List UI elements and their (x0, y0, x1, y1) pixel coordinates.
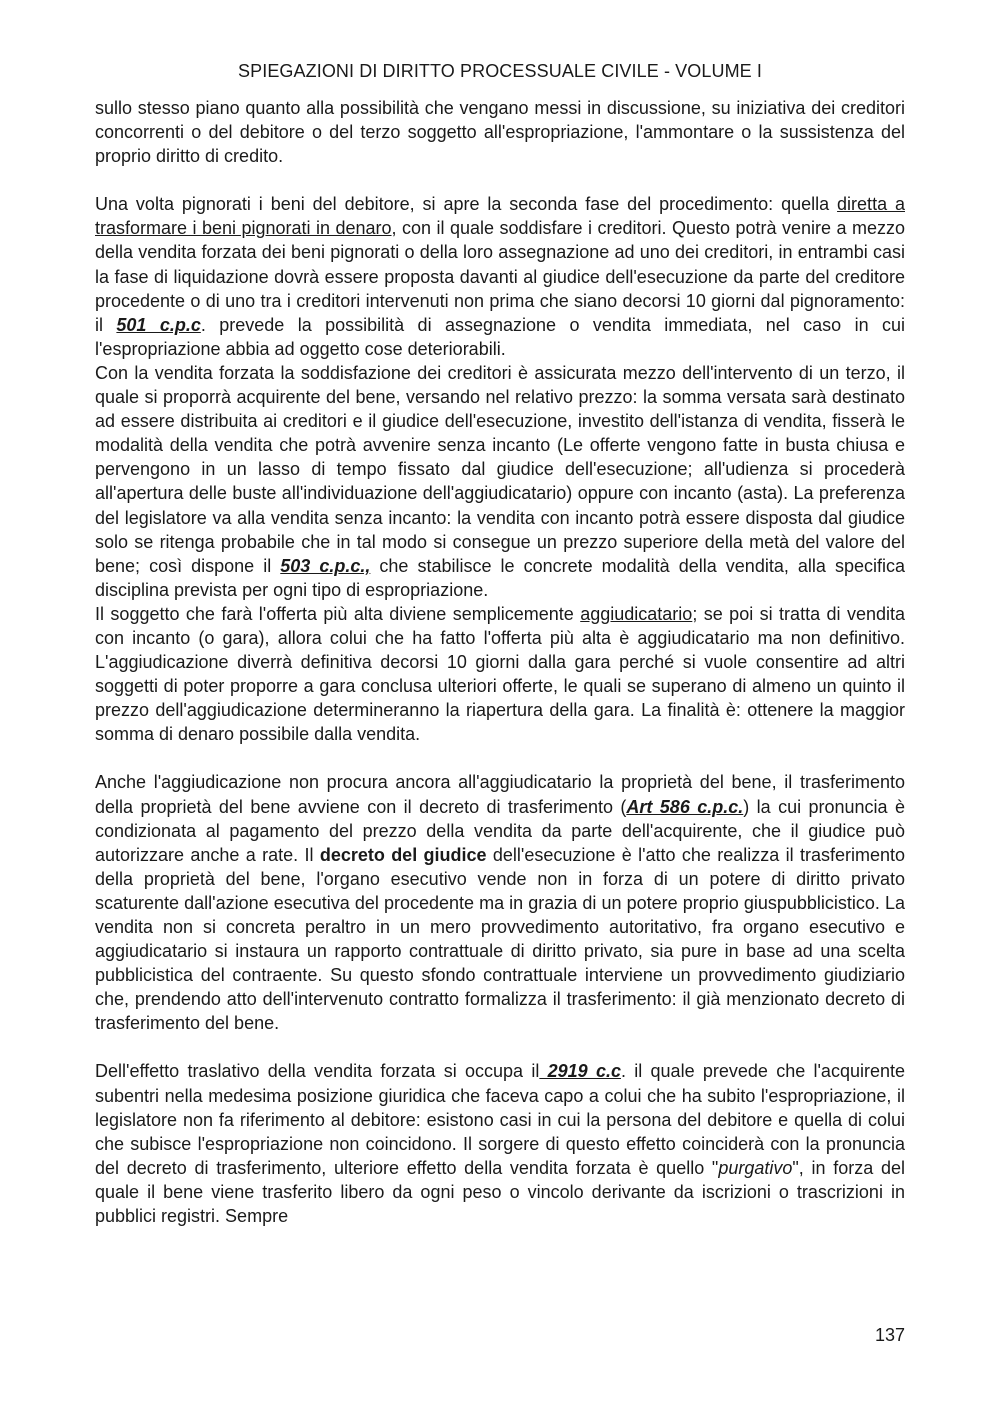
running-header: SPIEGAZIONI DI DIRITTO PROCESSUALE CIVILE - VOLUME I (238, 61, 762, 81)
underlined-phrase: diretta a trasformare i beni pignorati in denaro (95, 194, 905, 239)
paragraph-4 (95, 602, 905, 747)
paragraph-text: ; se poi si tratta di vendita con incanto (o gara), allora colui che ha fatto l'offerta più alta è aggiudicatario ma non definitivo. L'aggiudicazione diverrà definitiva decorsi 10 giorni dalla gara perché si vuole consentire ad altri soggetti di poter proporre a gara conclusa ulteriori offerte, le quali se superano di almeno un quinto il prezzo dell'aggiudicazione determineranno la riapertura della gara. La finalità è: ottenere la maggior somma di denaro possibile dalla vendita. (95, 603, 905, 745)
paragraph-gap (95, 168, 905, 192)
underlined-term: aggiudicatario (580, 603, 693, 624)
paragraph-6 (95, 1059, 905, 1228)
bold-term: decreto del giudice (319, 844, 487, 865)
paragraph-text: sullo stesso piano quanto alla possibilità che vengano messi in discussione, su iniziativa dei creditori concorrenti o del debitore o del terzo soggetto all'espropriazione, l'ammontare o la sussistenza del proprio diritto di credito. (95, 98, 905, 167)
paragraph-text: ", in forza del quale il bene viene trasferito libero da ogni peso o vincolo derivante da iscrizioni o trascrizioni in pubblici registri. Sempre (95, 1157, 905, 1227)
article-reference-503[interactable]: 503 c.p.c., (280, 555, 371, 576)
italic-term: purgativo (718, 1157, 793, 1178)
paragraph-1 (95, 96, 905, 168)
paragraph-text: , con il quale soddisfare i creditori. Questo potrà venire a mezzo della vendita forzata dei beni pignorati o della loro assegnazione ad uno dei creditori, in entrambi casi la fase di liquidazione dovrà essere proposta davanti al giudice dell'esecuzione da parte del creditore procedente o di uno tra i creditori intervenuti non prima che siano decorsi 10 giorni dal pignoramento: il (95, 218, 905, 335)
paragraph-text: Dell'effetto traslativo della vendita forzata si occupa il (95, 1061, 540, 1082)
paragraph-gap (95, 746, 905, 770)
paragraph-text: Il soggetto che farà l'offerta più alta diviene semplicemente (95, 603, 581, 624)
article-reference-586[interactable]: Art 586 c.p.c. (626, 796, 744, 817)
paragraph-gap (95, 1035, 905, 1059)
paragraph-2 (95, 192, 905, 361)
paragraph-text: Anche l'aggiudicazione non procura ancora all'aggiudicatario la proprietà del bene, il trasferimento della proprietà del bene avviene con il decreto di trasferimento ( (95, 772, 905, 817)
paragraph-text: . il quale prevede che l'acquirente subentri nella medesima posizione giuridica che faceva capo a colui che ha subito l'espropriazione, il legislatore non fa riferimento al debitore: esistono casi in cui la persona del debitore e quella di colui che subisce l'espropriazione non coincidono. Il sorgere di questo effetto coinciderà con la pronuncia del decreto di trasferimento, ulteriore effetto della vendita forzata è quello " (95, 1061, 905, 1178)
article-reference-2919[interactable]: 2919 c.c (539, 1061, 621, 1082)
paragraph-5 (95, 770, 905, 1035)
paragraph-text: . prevede la possibilità di assegnazione o vendita immediata, nel caso in cui l'espropriazione abbia ad oggetto cose deteriorabili. (95, 314, 905, 359)
paragraph-3 (95, 361, 905, 602)
paragraph-text: Con la vendita forzata la soddisfazione dei creditori è assicurata mezzo dell'intervento di un terzo, il quale si proporrà acquirente del bene, versando nel relativo prezzo: la somma versata sarà destinato ad essere distribuita ai creditori e il giudice dell'esecuzione, investito dell'istanza di vendita, fisserà le modalità della vendita che potrà avvenire senza incanto (Le offerte vengono fatte in busta chiusa e pervengono in un lasso di tempo fissato dal giudice dell'esecuzione; all'udienza si procederà all'apertura delle buste all'individuazione dell'aggiudicatario) oppure con incanto (asta). La preferenza del legislatore va alla vendita senza incanto: la vendita con incanto potrà essere disposta dal giudice solo se ritenga probabile che in tal modo si consegue un prezzo superiore della metà del valore del bene; così dispone il (95, 362, 905, 576)
paragraph-text: Una volta pignorati i beni del debitore, si apre la seconda fase del procedimento: quella (95, 194, 838, 215)
page-number: 137 (874, 1325, 905, 1345)
paragraph-text: che stabilisce le concrete modalità della vendita, alla specifica disciplina prevista per ogni tipo di espropriazione. (95, 555, 905, 600)
article-reference-501[interactable]: 501 c.p.c (116, 314, 201, 335)
paragraph-text: ) la cui pronuncia è condizionata al pagamento del prezzo della vendita da parte dell'acquirente, che il giudice può autorizzare anche a rate. Il (95, 796, 905, 865)
body-text (95, 96, 905, 1228)
paragraph-text: dell'esecuzione è l'atto che realizza il trasferimento della proprietà del bene, l'organo esecutivo vende non in forza di un potere di diritto privato scaturente dall'azione esecutiva del procedente ma in grazia di un potere proprio giuspubblicistico. La vendita non si concreta peraltro in un mero provvedimento autoritativo, fra organo esecutivo e aggiudicatario si instaura un rapporto contrattuale di diritto privato, sia pure in base ad una scelta pubblicistica del contraente. Su questo sfondo contrattuale interviene un provvedimento giudiziario che, prendendo atto dell'intervenuto contratto formalizza il trasferimento: il già menzionato decreto di trasferimento del bene. (95, 844, 906, 1034)
